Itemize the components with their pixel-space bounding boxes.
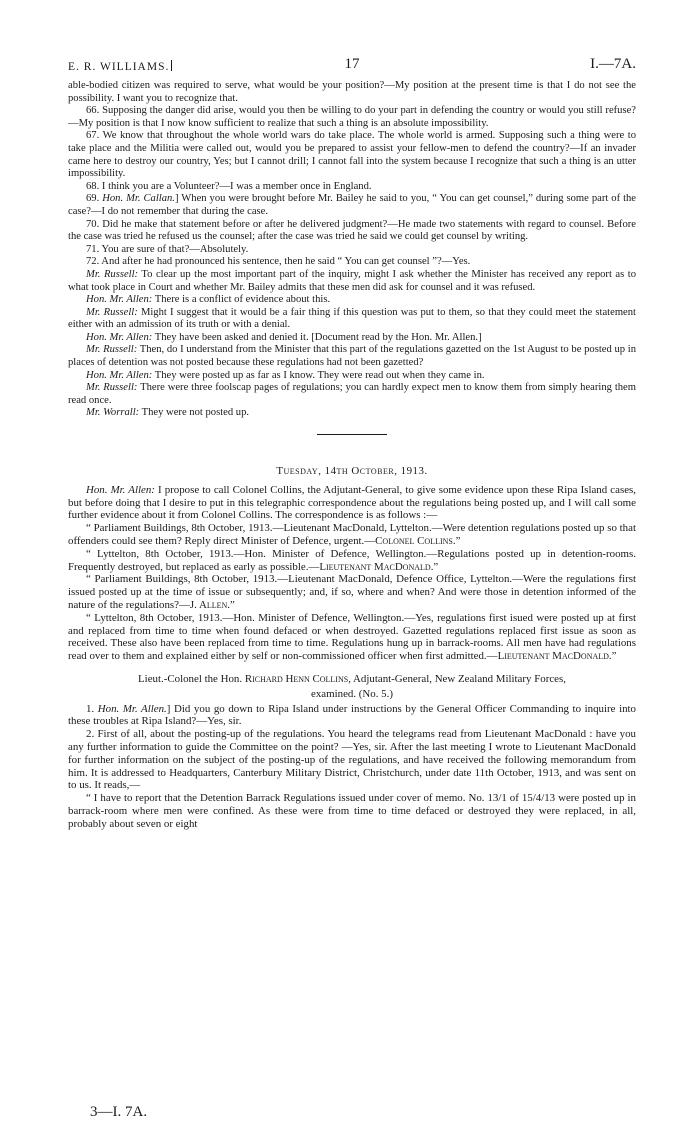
speaker-name: Hon. Mr. Allen: bbox=[86, 331, 153, 343]
paper-reference: I.—7A. bbox=[590, 56, 636, 72]
paragraph: 67. We know that throughout the whole world wars do take place. The whole world is armed. Supposing such a thing were to take place and the Militia were called out, would you be prepared to assist your fellow-men to defend the country?—If an invader came here to destroy our country, Yes; but I cannot drill; I cannot fall into the system because I recognize that such a thing is an utter impossibility. bbox=[68, 130, 636, 180]
evidence-block-upper bbox=[68, 80, 636, 420]
dialogue-line: Mr. Worrall: They were not posted up. bbox=[86, 407, 250, 419]
speaker-name: Hon. Mr. Allen: bbox=[86, 294, 153, 306]
witness-name: Richard Henn Collins bbox=[244, 672, 349, 685]
question: 2. First of all, about the posting-up of the regulations. You heard the telegrams read from Lieutenant MacDonald : have you any further information to guide the Committee on the point? —Yes, sir. After the last meeting I wrote to Lieutenant MacDonald for further information on the subject of the posting-up of the regulations, and have received the following memorandum from him. It is addressed to Headquarters, Canterbury Military District, Christchurch, under date 11th October, 1913, and was sent on to us. It reads,— bbox=[68, 728, 636, 792]
witness-examined: examined. (No. 5.) bbox=[311, 687, 393, 700]
quoted-memo: “ I have to report that the Detention Barrack Regulations issued under cover of memo. No. 13/1 of 15/4/13 were posted up in barrack-room where men were confined. As these were from time to time defaced or destroyed they were replaced, in all, probably about seven or eight bbox=[68, 792, 636, 830]
speaker-name: Hon. Mr. Callan. bbox=[102, 193, 175, 205]
question: 1. Hon. Mr. Allen.] Did you go down to Ripa Island under instructions by the General Officer Commanding to inquire into these troubles at Ripa Island?—Yes, sir. bbox=[68, 702, 637, 728]
paragraph: 71. You are sure of that?—Absolutely. bbox=[86, 243, 249, 255]
paragraph: 70. Did he make that statement before or after he delivered judgment?—He made two statements with regard to counsel. Before the case was tried he refused us the counsel; after the case was tried he said we could get counsel by writing. bbox=[68, 218, 636, 243]
witness-heading: Lieut.-Colonel the Hon. Richard Henn Collins, Adjutant-General, New Zealand Military Forces, bbox=[138, 672, 566, 685]
telegram: “ Parliament Buildings, 8th October, 1913.—Lieutenant MacDonald, Lyttelton.—Were detention regulations posted up so that offenders could see them? Reply direct Minister of Defence, urgent.—Colonel Collins.” bbox=[68, 522, 636, 548]
speaker-name: Mr. Russell: bbox=[86, 306, 138, 318]
date-heading: Tuesday, 14th October, 1913. bbox=[276, 465, 428, 478]
evidence-block-lower bbox=[68, 465, 636, 831]
telegram-signature: Colonel Collins bbox=[375, 535, 453, 548]
dialogue-line: Hon. Mr. Allen: They have been asked and denied it. [Document read by the Hon. Mr. Allen.] bbox=[86, 331, 482, 343]
page-header bbox=[68, 58, 636, 80]
dialogue-line: Mr. Russell: To clear up the most important part of the inquiry, might I ask whether the Minister has received any report as to what took place in Court and whether Mr. Bailey admits that these men did ask for counsel and it was refused. bbox=[68, 268, 636, 293]
minister-statement: Hon. Mr. Allen: I propose to call Colonel Collins, the Adjutant-General, to give some evidence upon these Ripa Island cases, but before doing that I desire to put in this telegraphic correspondence about the regulations being posted up, and I will call some further evidence about it from Colonel Collins. The correspondence is as follows :— bbox=[68, 483, 636, 522]
telegram-signature: Lieutenant MacDonald bbox=[497, 650, 609, 663]
paragraph: 66. Supposing the danger did arise, would you then be willing to do your part in defending the country or would you still refuse?—My position is that I now know sufficient to realize that such a thing is an absolute impossibility. bbox=[68, 105, 636, 129]
speaker-name: Mr. Russell: bbox=[86, 344, 138, 356]
dialogue-line: Mr. Russell: Might I suggest that it would be a fair thing if this question was put to them, so that they could meet the statement either with an admission of its truth or with a denial. bbox=[68, 306, 637, 331]
dialogue-line: Hon. Mr. Allen: There is a conflict of evidence about this. bbox=[86, 294, 331, 306]
speaker-name: Hon. Mr. Allen: bbox=[86, 369, 153, 381]
header-witness-name: E. R. WILLIAMS. bbox=[68, 60, 172, 74]
speaker-name: Hon. Mr. Allen. bbox=[97, 702, 167, 715]
dialogue-line: Mr. Russell: Then, do I understand from the Minister that this part of the regulations gazetted on the 1st August to be posted up in places of detention was not posted because these regulations had not been gazetted? bbox=[68, 344, 636, 369]
telegram: “ Lyttelton, 8th October, 1913.—Hon. Minister of Defence, Wellington.—Yes, regulations first isued were posted up at first and replaced from time to time when found defaced or when destroyed. Gazetted regulations replaced first issue as soon as received. These also have been replaced from time to time. Regulations hung up in barrack-rooms. All men have had regulations read over to them and explained either by self or non-commissioned officer when first admitted.—Lieutenant MacDonald.” bbox=[68, 611, 636, 663]
dialogue-line: Mr. Russell: There were three foolscap pages of regulations; you can hardly expect men to know them from simply hearing them read once. bbox=[68, 382, 636, 406]
page-number: 17 bbox=[344, 56, 360, 72]
section-divider bbox=[317, 434, 387, 435]
dialogue-line: Hon. Mr. Allen: They were posted up as far as I know. They were read out when they came in. bbox=[86, 369, 485, 381]
paragraph: 72. And after he had pronounced his sentence, then he said “ You can get counsel ”?—Yes. bbox=[86, 256, 471, 268]
telegram-signature: Lieutenant MacDonald bbox=[319, 560, 431, 573]
telegram: “ Parliament Buildings, 8th October, 1913.—Lieutenant MacDonald, Defence Office, Lyttelton.—Were the regulations first issued posted up at the time of issue or subsequently; and, if so, where and when? And were those in detention informed of the nature of the regulations?—J. Allen.” bbox=[68, 573, 636, 611]
document-page bbox=[68, 58, 636, 831]
paragraph: 69. Hon. Mr. Callan.] When you were brought before Mr. Bailey he said to you, “ You can get counsel,” during some part of the case?—I do not remember that during the case. bbox=[68, 193, 637, 217]
speaker-name: Mr. Russell: bbox=[86, 382, 138, 394]
speaker-name: Mr. Russell: bbox=[86, 268, 139, 280]
telegram: “ Lyttelton, 8th October, 1913.—Hon. Minister of Defence, Wellington.—Regulations posted up in detention-rooms. Frequently destroyed, but replaced as early as possible.—Lieutenant MacDonald.” bbox=[68, 547, 636, 573]
speaker-name: Hon. Mr. Allen: bbox=[86, 483, 155, 496]
signature-mark: 3—I. 7A. bbox=[90, 1104, 148, 1120]
telegram-signature: J. Allen bbox=[189, 599, 228, 611]
paragraph: 68. I think you are a Volunteer?—I was a member once in England. bbox=[86, 180, 372, 192]
paragraph: able-bodied citizen was required to serve, what would be your position?—My position at the present time is that I do not see the possibility. I want you to recognize that. bbox=[68, 80, 636, 104]
speaker-name: Mr. Worrall: bbox=[86, 407, 140, 419]
